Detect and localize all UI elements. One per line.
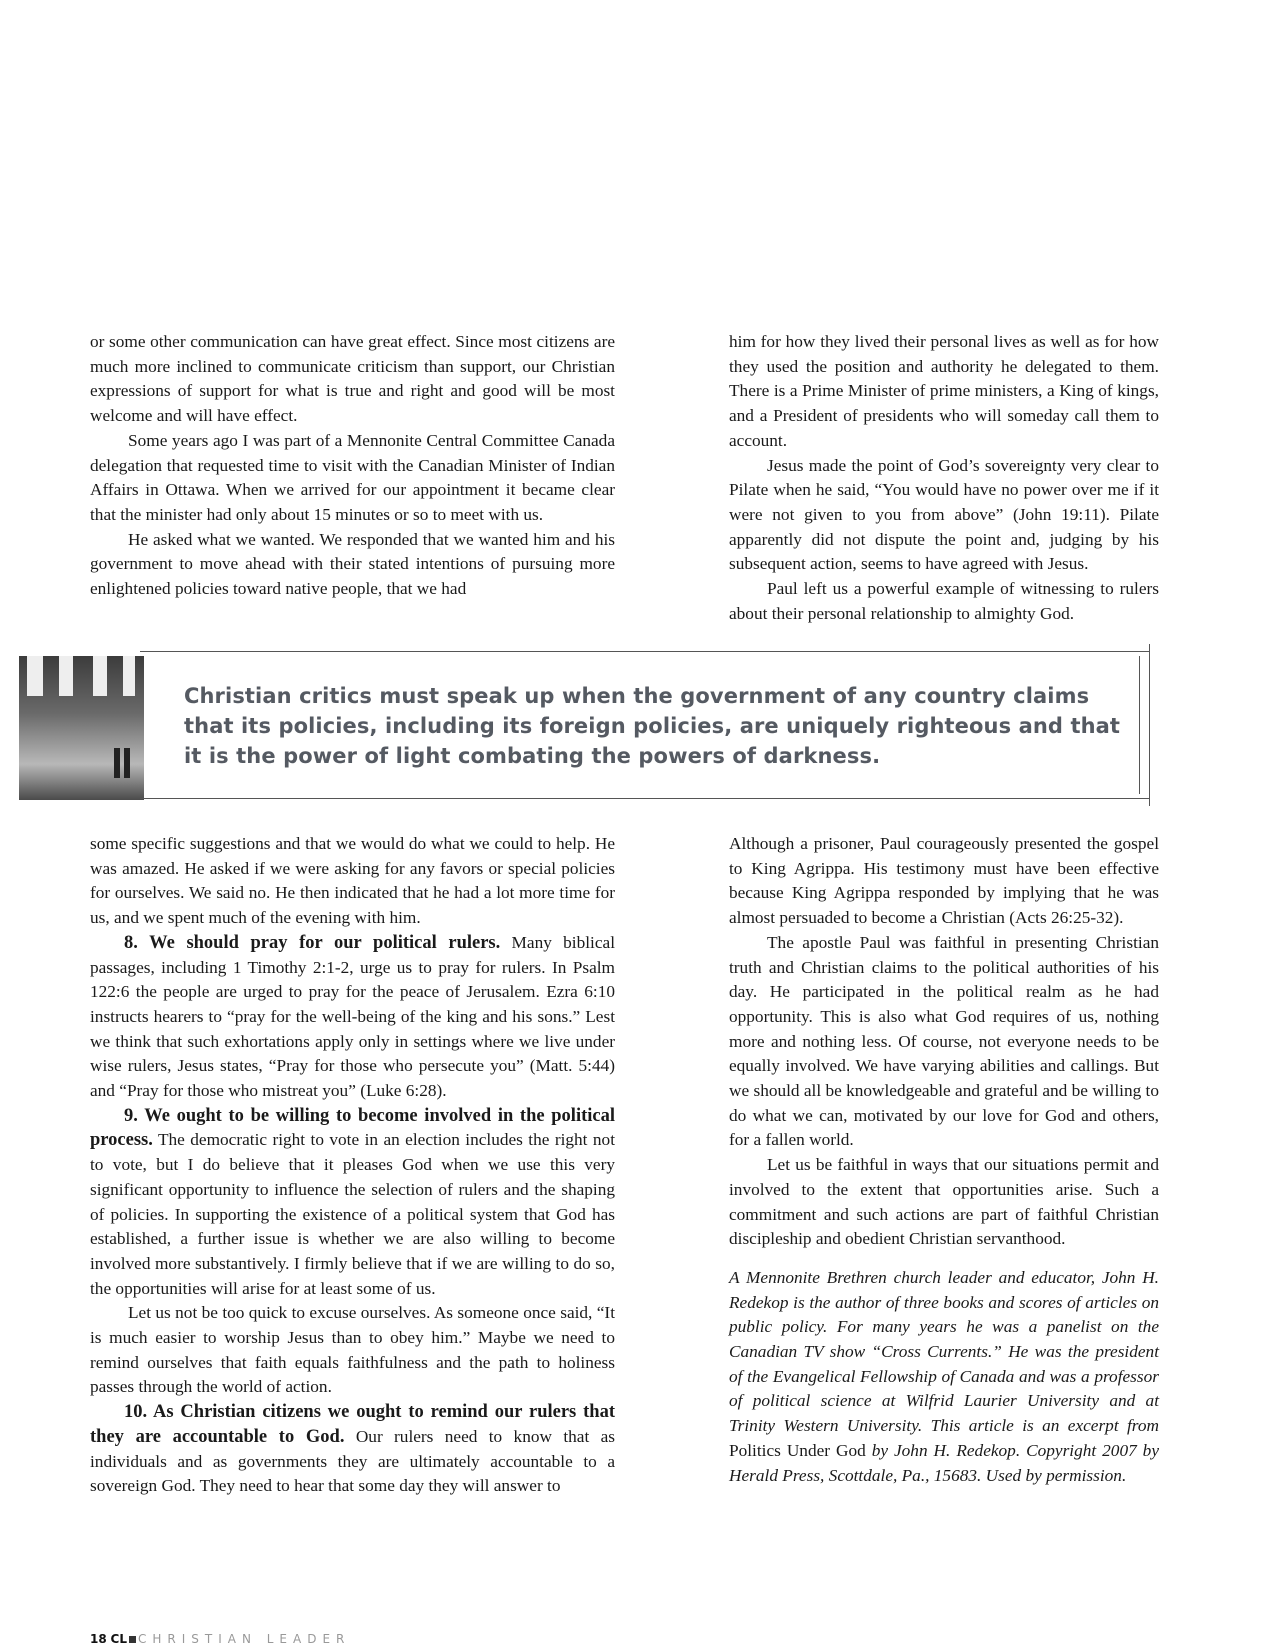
column-bottom-left (90, 832, 615, 1499)
photo-detail (123, 656, 135, 696)
paragraph: The apostle Paul was faithful in presenting Christian truth and Christian claims to the political authorities of his day. He participated in the political realm as he had opportunity. This is also what God requires of us, nothing more and nothing less. Of course, not everyone needs to be equally involved. We have varying abilities and callings. But we should all be knowledgeable and grateful and be willing to do what we can, motivated by our love for God and others, for a fallen world. (729, 932, 1159, 1150)
paragraph: He asked what we wanted. We responded that we wanted him and his government to move ahead with their stated intentions of pursuing more enlightened policies toward native people, that we had (90, 529, 615, 599)
numbered-point (90, 1400, 615, 1499)
column-top-right (729, 330, 1159, 626)
publication-name: CHRISTIAN LEADER (137, 1632, 351, 1646)
page-number: 18 (90, 1632, 107, 1646)
paragraph: Jesus made the point of God’s sovereignty very clear to Pilate when he said, “You would have no power over me if it were not given to you from above” (John 19:11). Pilate apparently did not dispute the point and, judging by his subsequent action, seems to have agreed with Jesus. (729, 455, 1159, 574)
square-icon (129, 1636, 136, 1643)
page-footer (90, 1632, 350, 1646)
paragraph: Let us not be too quick to excuse ourselves. As someone once said, “It is much easier to worship Jesus than to obey him.” Maybe we need to remind ourselves that faith equals faithfulness and the path to holiness passes through the world of action. (90, 1303, 615, 1397)
paragraph: some specific suggestions and that we would do what we could to help. He was amazed. He asked if we were asking for any favors or special policies for ourselves. We said no. He then indicated that he had a lot more time for us, and we spent much of the evening with him. (90, 834, 615, 928)
column-top-left (90, 330, 615, 602)
numbered-point (90, 931, 615, 1104)
paragraph: or some other communication can have great effect. Since most citizens are much more inclined to communicate criticism than support, our Christian expressions of support for what is true and right and good will be most welcome and will have effect. (90, 332, 615, 426)
paragraph: Let us be faithful in ways that our situations permit and involved to the extent that opportunities arise. Such a commitment and such actions are part of faithful Christian discipleship and obedient Christian servanthood. (729, 1155, 1159, 1249)
column-bottom-right (729, 832, 1159, 1488)
point-heading: 8. We should pray for our political rulers. (124, 932, 501, 953)
bio-text: A Mennonite Brethren church leader and educator, John H. Redekop is the author of three books and scores of articles on public policy. For many years he was a panelist on the Canadian TV show “Cross Currents.” He was the president of the Evangelical Fellowship of Canada and was a professor of political science at Wilfrid Laurier University and at Trinity Western University. This article is an excerpt from (729, 1267, 1159, 1436)
paragraph: him for how they lived their personal lives as well as for how they used the position and authority he delegated to them. There is a Prime Minister of prime ministers, a King of kings, and a President of presidents who will someday call them to account. (729, 332, 1159, 450)
paragraph: Although a prisoner, Paul courageously presented the gospel to King Agrippa. His testimony must have been effective because King Agrippa responded by implying that he was almost persuaded to become a Christian (Acts 26:25-32). (729, 834, 1159, 928)
pull-quote-rule (1139, 656, 1141, 794)
photo-detail (93, 656, 107, 696)
paragraph: Some years ago I was part of a Mennonite Central Committee Canada delegation that requested time to visit with the Canadian Minister of Indian Affairs in Ottawa. When we arrived for our appointment it became clear that the minister had only about 15 minutes or so to meet with us. (90, 430, 615, 524)
paragraph: Paul left us a powerful example of witnessing to rulers about their personal relationship to almighty God. (729, 579, 1159, 623)
pull-quote-photo (19, 656, 144, 800)
book-title: Politics Under God (729, 1440, 866, 1460)
pull-quote: Christian critics must speak up when the government of any country claims that its policies, including its foreign policies, are uniquely righteous and that it is the power of light combating the powers of darkness. (184, 684, 1121, 768)
photo-detail (27, 656, 43, 696)
point-body: Our rulers need to know that as individuals and as governments they are ultimately accountable to a sovereign God. They need to hear that some day they will answer to (90, 1426, 616, 1496)
point-heading: 9. We ought to be willing to become involved in the political process. (90, 1105, 615, 1151)
point-body: Many biblical passages, including 1 Timothy 2:1-2, urge us to pray for rulers. In Psalm 122:6 the people are urged to pray for the peace of Jerusalem. Ezra 6:10 instructs hearers to “pray for the well-being of the king and his sons.” Lest we think that such exhortations apply only in settings where we live under wise rulers, Jesus states, “Pray for those who persecute you” (Matt. 5:44) and “Pray for those who mistreat you” (Luke 6:28). (90, 932, 615, 1101)
photo-detail (114, 748, 120, 778)
point-heading: 10. As Christian citizens we ought to remind our rulers that they are accountable to God. (90, 1402, 615, 1447)
photo-detail (124, 748, 130, 778)
photo-detail (59, 656, 73, 696)
point-body: The democratic right to vote in an election includes the right not to vote, but I do believe that it pleases God when we use this very significant opportunity to influence the selection of rulers and the shaping of policies. In supporting the existence of a political system that God has established, a further issue is whether we are also willing to become involved more substantively. I firmly believe that if we are willing to do so, the opportunities will arise for at least some of us. (90, 1130, 615, 1298)
numbered-point (90, 1104, 615, 1302)
author-bio (729, 1266, 1159, 1488)
pull-quote-rule (1149, 644, 1151, 806)
bio-text: by John H. Redekop. Copyright 2007 by Herald Press, Scottdale, Pa., 15683. Used by permission. (729, 1440, 1159, 1485)
publication-abbrev: CL (110, 1632, 127, 1646)
